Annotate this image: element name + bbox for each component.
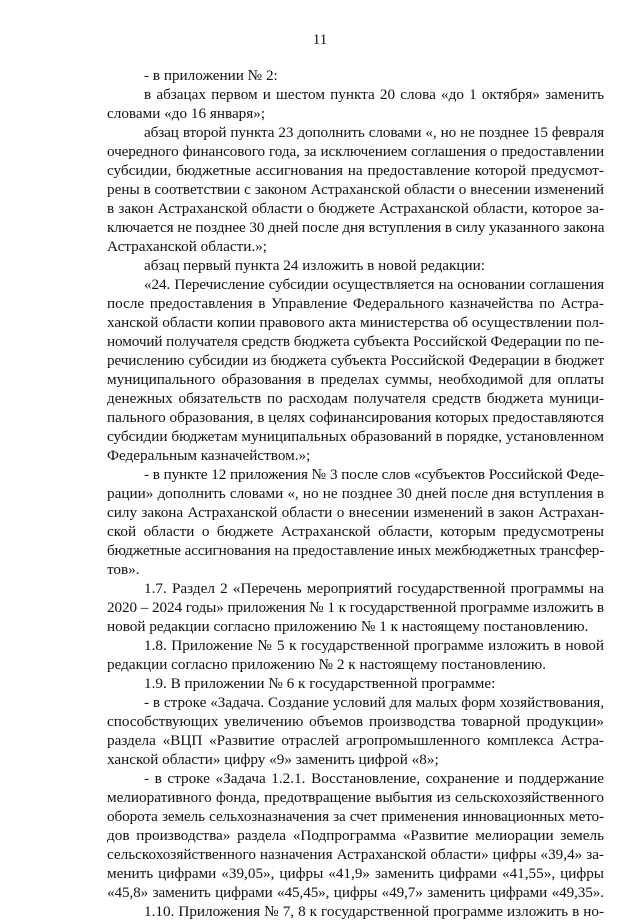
text-line: ханской области» цифру «9» заменить цифрой «8»; [107, 751, 439, 768]
text-line: абзац второй пункта 23 дополнить словами «, но не позднее 15 февраля [144, 124, 604, 141]
page-number: 11 [312, 32, 328, 48]
text-line: 1.10. Приложения № 7, 8 к государственной программе изложить в но- [144, 903, 604, 920]
text-line: субсидии, бюджетные ассигнования на предоставление которой предусмот- [107, 162, 604, 179]
text-line: новой редакции согласно приложению № 1 к настоящему постановлению. [107, 618, 589, 635]
text-line: менить цифрами «39,05», цифры «41,9» заменить цифрами «41,55», цифры [107, 865, 604, 882]
text-line: ской области о бюджете Астраханской области, которым предусмотрены [107, 523, 604, 540]
text-line: субсидии бюджетам муниципальных образований в порядке, установленном [107, 428, 604, 445]
text-line: оборота земель сельхозназначения за счет применения инновационных мето- [107, 808, 604, 825]
text-line: тов». [107, 561, 140, 578]
text-line: - в строке «Задача 1.2.1. Восстановление, сохранение и поддержание [144, 770, 604, 787]
text-line: Астраханской области.»; [107, 238, 267, 255]
text-line: очередного финансового года, за исключением соглашения о предоставлении [107, 143, 604, 160]
text-line: речислению субсидии из бюджета субъекта Российской Федерации в бюджет [107, 352, 604, 369]
text-line: словами «до 16 января»; [107, 105, 266, 122]
text-line: в абзацах первом и шестом пункта 20 слова «до 1 октября» заменить [144, 86, 604, 103]
text-line: пального образования, в целях софинансирования которых предоставляются [107, 409, 604, 426]
text-line: силу закона Астраханской области о внесении изменений в закон Астрахан- [107, 504, 604, 521]
text-line: муниципального образования в пределах суммы, необходимой для оплаты [107, 371, 604, 388]
text-line: способствующих увеличению объемов производства товарной продукции» [107, 713, 604, 730]
text-line: в закон Астраханской области о бюджете Астраханской области, которое за- [107, 200, 604, 217]
text-line: - в строке «Задача. Создание условий для малых форм хозяйствования, [144, 694, 604, 711]
text-line: мелиоративного фонда, предотвращение выбытия из сельскохозяйственного [107, 789, 604, 806]
text-line: рены в соответствии с законом Астраханской области о внесении изменений [107, 181, 604, 198]
text-line: 1.8. Приложение № 5 к государственной программе изложить в новой [144, 637, 604, 654]
text-line: - в приложении № 2: [144, 67, 278, 84]
text-line: абзац первый пункта 24 изложить в новой редакции: [144, 257, 486, 274]
text-line: Федеральным казначейством.»; [107, 447, 311, 464]
document-body [107, 66, 604, 921]
text-line: 1.7. Раздел 2 «Перечень мероприятий государственной программы на [144, 580, 604, 597]
text-line: после предоставления в Управление Федерального казначейства по Астра- [107, 295, 604, 312]
text-line: раздела «ВЦП «Развитие отраслей агропромышленного комплекса Астра- [107, 732, 604, 749]
text-line: ханской области копии правового акта министерства об осуществлении пол- [107, 314, 604, 331]
text-line: ключается не позднее 30 дней после дня вступления в силу указанного закона [107, 219, 605, 236]
text-line: сельскохозяйственного назначения Астраханской области» цифры «39,4» за- [107, 846, 604, 863]
text-line: «24. Перечисление субсидии осуществляется на основании соглашения [144, 276, 604, 293]
text-line: номочий получателя средств бюджета субъекта Российской Федерации по пе- [107, 333, 604, 350]
text-line: 2020 – 2024 годы» приложения № 1 к государственной программе изложить в [107, 599, 604, 616]
text-line: «45,8» заменить цифрами «45,45», цифры «49,7» заменить цифрами «49,35». [107, 884, 604, 901]
text-line: денежных обязательств по расходам получателя средств бюджета муници- [107, 390, 604, 407]
text-line: - в пункте 12 приложения № 3 после слов «субъектов Российской Феде- [144, 466, 604, 483]
text-line: дов производства» раздела «Подпрограмма «Развитие мелиорации земель [107, 827, 604, 844]
text-line: рации» дополнить словами «, но не позднее 30 дней после дня вступления в [107, 485, 604, 502]
text-line: редакции согласно приложению № 2 к настоящему постановлению. [107, 656, 547, 673]
text-line: 1.9. В приложении № 6 к государственной программе: [144, 675, 496, 692]
text-line: бюджетные ассигнования на предоставление иных межбюджетных трансфер- [107, 542, 605, 559]
